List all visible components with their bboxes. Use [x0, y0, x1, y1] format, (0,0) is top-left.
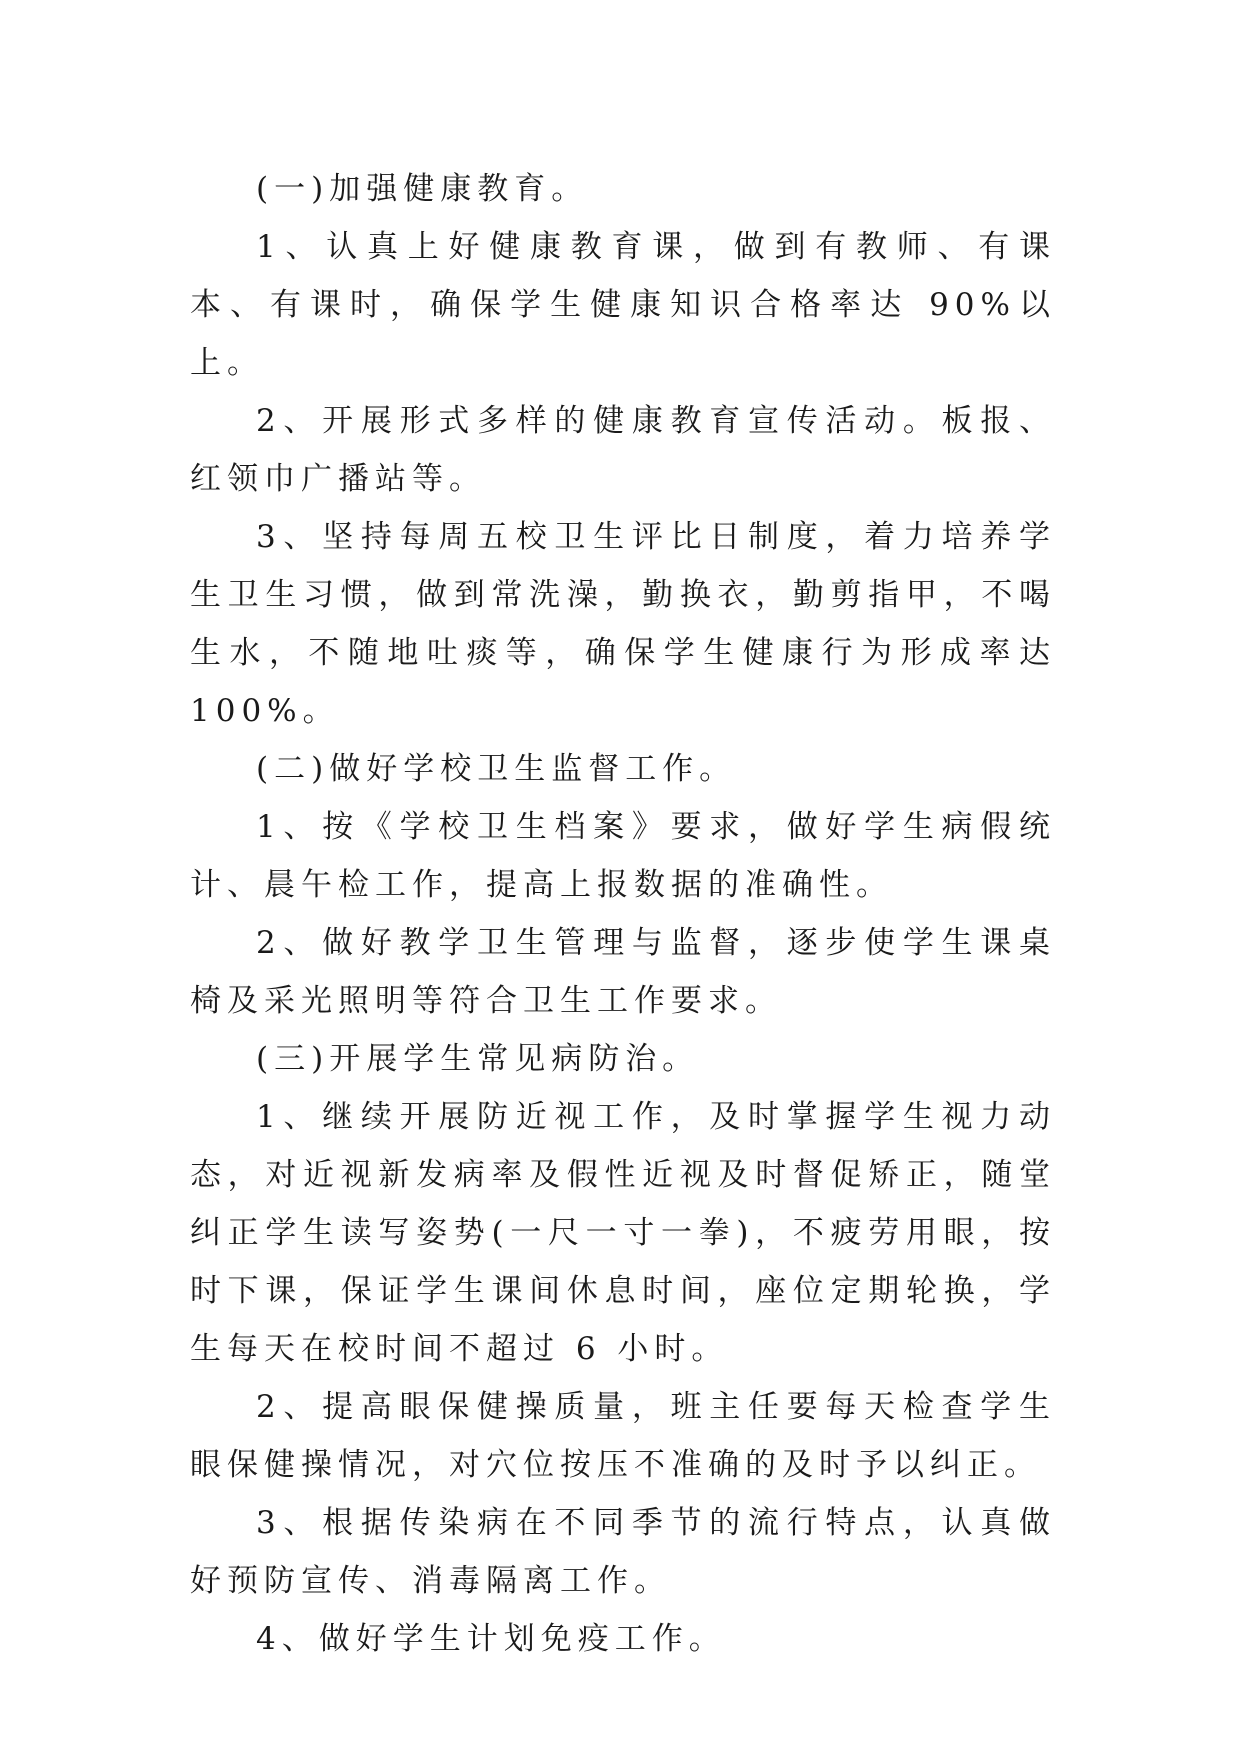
paragraph: 3、坚持每周五校卫生评比日制度，着力培养学生卫生习惯，做到常洗澡，勤换衣，勤剪指甲，不喝生水，不随地吐痰等，确保学生健康行为形成率达 100%。 [190, 519, 1056, 729]
paragraph: 2、提高眼保健操质量，班主任要每天检查学生眼保健操情况，对穴位按压不准确的及时予以纠正。 [190, 1389, 1056, 1483]
paragraph: 4、做好学生计划免疫工作。 [256, 1621, 726, 1657]
paragraph: 2、开展形式多样的健康教育宣传活动。板报、红领巾广播站等。 [190, 403, 1056, 497]
section-heading-1: (一)加强健康教育。 [256, 171, 589, 207]
paragraph: 1、按《学校卫生档案》要求，做好学生病假统计、晨午检工作，提高上报数据的准确性。 [190, 809, 1056, 903]
document-body [190, 160, 1056, 1668]
section-heading-2: (二)做好学校卫生监督工作。 [256, 751, 737, 787]
paragraph: 3、根据传染病在不同季节的流行特点，认真做好预防宣传、消毒隔离工作。 [190, 1505, 1056, 1599]
paragraph: 1、认真上好健康教育课，做到有教师、有课本、有课时，确保学生健康知识合格率达 90%以上。 [190, 229, 1056, 381]
paragraph: 1、继续开展防近视工作，及时掌握学生视力动态，对近视新发病率及假性近视及时督促矫正，随堂纠正学生读写姿势(一尺一寸一拳)，不疲劳用眼，按时下课，保证学生课间休息时间，座位定期轮换，学生每天在校时间不超过 6 小时。 [190, 1099, 1056, 1367]
paragraph: 2、做好教学卫生管理与监督，逐步使学生课桌椅及采光照明等符合卫生工作要求。 [190, 925, 1056, 1019]
section-heading-3: (三)开展学生常见病防治。 [256, 1041, 700, 1077]
